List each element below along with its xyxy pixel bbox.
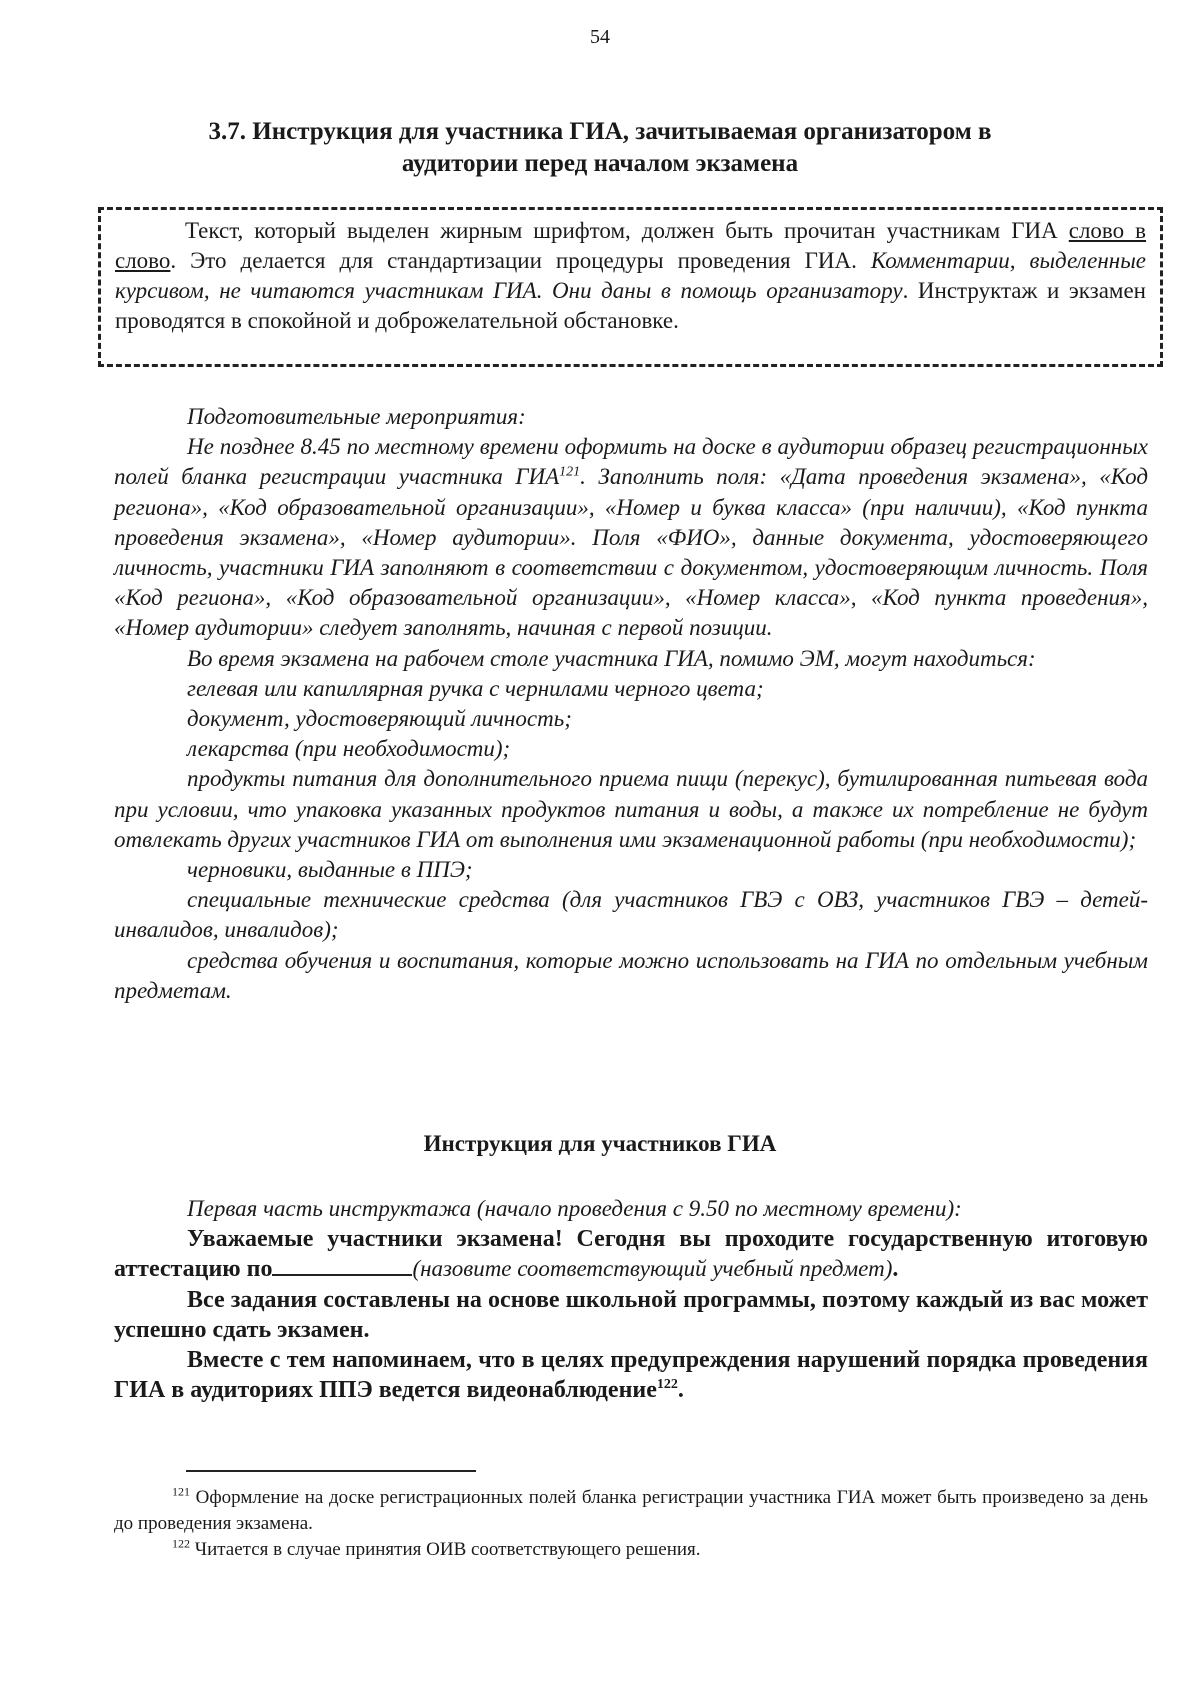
- instruction-paragraph-3-text: Вместе с тем напоминаем, что в целях предупреждения нарушений порядка проведения ГИА в аудиториях ППЭ ведется видеонаблюдение: [114, 1347, 1148, 1404]
- prep-paragraph-1-end: . Заполнить поля: «Дата проведения экзамена», «Код региона», «Код образовательной организации», «Номер и буква класса» (при наличии), «Код пункта проведения экзамена», «Номер аудитории». Поля «ФИО», данные документа, удостоверяющего личность, участники ГИА заполняют в соответствии с документом, удостоверяющим личность. Поля «Код региона», «Код образовательной организации», «Номер класса», «Код пункта проведения», «Номер аудитории» следует заполнять, начиная с первой позиции.: [114, 464, 1148, 641]
- instruction-paragraph-1: [114, 1224, 1148, 1284]
- prep-heading: Подготовительные мероприятия:: [187, 404, 526, 429]
- footnote-122: [114, 1537, 1148, 1563]
- footnote-ref-122: 122: [656, 1377, 678, 1393]
- instruction-section: [114, 1194, 1148, 1405]
- list-item: лекарства (при необходимости);: [187, 736, 511, 762]
- notice-text: [115, 216, 1146, 336]
- subject-hint: (назовите соответствующий учебный предмет): [412, 1256, 893, 1282]
- notice-italic: Комментарии, выделенные курсивом, не читаются участникам ГИА. Они даны в помощь организатору: [115, 248, 1146, 303]
- list-item: средства обучения и воспитания, которые можно использовать на ГИА по отдельным учебным предметам.: [114, 947, 1148, 1003]
- list-item: документ, удостоверяющий личность;: [187, 706, 572, 732]
- footnote-divider: [186, 1470, 476, 1472]
- notice-text-end: . Инструктаж и экзамен проводятся в спокойной и доброжелательной обстановке.: [115, 278, 1146, 333]
- footnote-number: 121: [172, 1484, 190, 1499]
- footnote-121: [114, 1485, 1148, 1537]
- preparation-section: [114, 402, 1148, 1006]
- prep-paragraph-1-start: Не позднее 8.45 по местному времени оформить на доске в аудитории образец регистрационных полей бланка регистрации участника ГИА: [114, 434, 1148, 490]
- section-title: 3.7. Инструкция для участника ГИА, зачитываемая организатором в аудитории перед началом экзамена: [208, 118, 992, 177]
- prep-paragraph-2: Во время экзамена на рабочем столе участника ГИА, помимо ЭМ, могут находиться:: [187, 645, 1036, 671]
- prep-paragraph-1: [114, 432, 1148, 643]
- list-item: гелевая или капиллярная ручка с чернилами черного цвета;: [187, 675, 764, 701]
- instruction-title: Инструкция для участников ГИА: [423, 1131, 777, 1156]
- footnote-number: 122: [172, 1536, 190, 1551]
- list-item: специальные технические средства (для участников ГВЭ с ОВЗ, участников ГВЭ – детей-инвалидов, инвалидов);: [114, 887, 1148, 943]
- footnote-text: Оформление на доске регистрационных полей бланка регистрации участника ГИА может быть произведено за день до проведения экзамена.: [114, 1487, 1148, 1534]
- instruction-intro: Первая часть инструктажа (начало проведения с 9.50 по местному времени):: [187, 1196, 962, 1221]
- notice-underlined: слово в слово: [115, 218, 1147, 273]
- page-number: 54: [590, 26, 610, 48]
- instruction-paragraph-3-end: .: [677, 1377, 684, 1404]
- list-item: черновики, выданные в ППЭ;: [187, 857, 473, 883]
- instruction-paragraph-3: [114, 1345, 1148, 1405]
- instruction-paragraph-2: Все задания составлены на основе школьной программы, поэтому каждый из вас может успешно сдать экзамен.: [114, 1286, 1148, 1343]
- subject-blank: [272, 1254, 412, 1276]
- notice-text-start: Текст, который выделен жирным шрифтом, должен быть прочитан участникам ГИА: [185, 218, 1069, 243]
- footnote-ref-121: 121: [559, 464, 581, 480]
- footnotes: [114, 1485, 1148, 1563]
- instruction-paragraph-1-text: Уважаемые участники экзамена! Сегодня вы проходите государственную итоговую аттестацию по: [114, 1226, 1148, 1283]
- notice-text-middle: . Это делается для стандартизации процедуры проведения ГИА.: [170, 248, 871, 273]
- footnote-text: Читается в случае принятия ОИВ соответствующего решения.: [190, 1539, 701, 1560]
- list-item: продукты питания для дополнительного приема пищи (перекус), бутилированная питьевая вода при условии, что упаковка указанных продуктов питания и воды, а также их потребление не будут отвлекать других участников ГИА от выполнения ими экзаменационной работы (при необходимости);: [114, 766, 1148, 852]
- instruction-paragraph-1-end: .: [892, 1256, 899, 1283]
- notice-box: [98, 207, 1163, 367]
